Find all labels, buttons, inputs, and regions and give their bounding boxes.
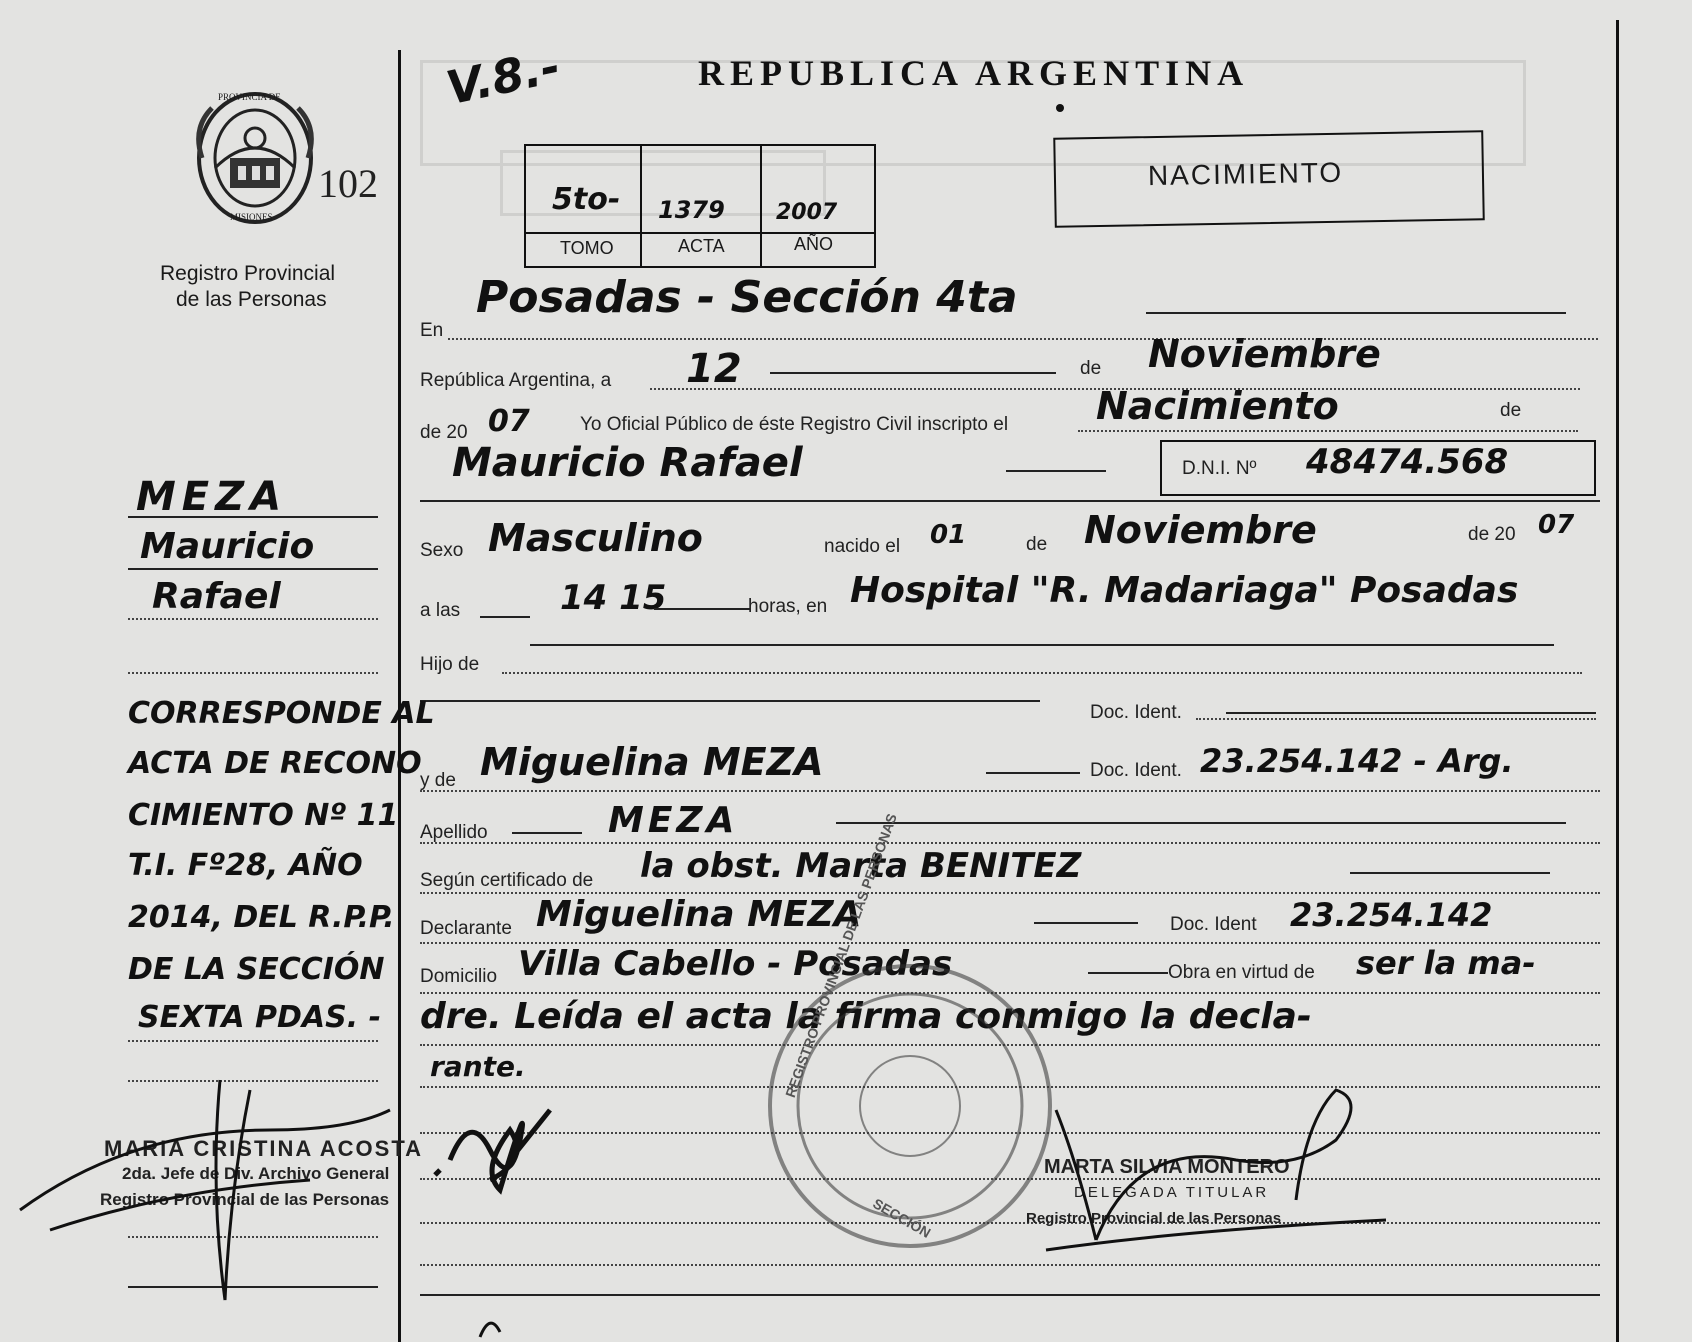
margin-given-1: Mauricio <box>140 526 315 567</box>
seal-top-text: PROVINCIA DE <box>218 92 281 102</box>
sexo-label: Sexo <box>420 540 464 561</box>
inscripto-value: Nacimiento <box>1096 384 1339 428</box>
horas-label: horas, en <box>748 596 828 617</box>
anio-value: 2007 <box>776 200 838 225</box>
birth-year-prefix-label: de 20 <box>1468 524 1516 545</box>
left-signature <box>10 1070 430 1310</box>
record-type: NACIMIENTO <box>1147 156 1344 192</box>
doc-ident-label-3: Doc. Ident <box>1170 914 1257 935</box>
sexo-value: Masculino <box>488 516 703 560</box>
de-label-1: de <box>1080 358 1102 379</box>
margin-note-line-7: SEXTA PDAS. - <box>138 1000 382 1035</box>
dni-value: 48474.568 <box>1306 442 1509 482</box>
round-seal <box>760 956 1060 1256</box>
mother-value: Miguelina MEZA <box>480 740 824 784</box>
day-value: 12 <box>686 346 742 392</box>
y-de-label: y de <box>420 770 456 791</box>
en-label: En <box>420 320 444 341</box>
margin-note-line-3: CIMIENTO Nº 11 <box>128 798 399 833</box>
republica-label: República Argentina, a <box>420 370 612 391</box>
left-stamp-role: 2da. Jefe de Div. Archivo General <box>122 1164 390 1183</box>
domicilio-value: Villa Cabello - Posadas <box>518 944 953 984</box>
margin-given-2: Rafael <box>152 576 281 617</box>
round-seal-inner: SECCIÓN <box>870 1195 934 1241</box>
margin-surname: MEZA <box>136 474 288 520</box>
title-dot <box>1056 104 1064 112</box>
birth-year-suffix-value: 07 <box>1538 510 1575 540</box>
corner-mark: V.8.- <box>441 38 565 116</box>
record-type-box <box>1053 130 1485 227</box>
registry-line-2: de las Personas <box>176 288 327 311</box>
domicilio-label: Domicilio <box>420 966 498 987</box>
mother-doc-value: 23.254.142 - Arg. <box>1200 742 1514 780</box>
name-value: Mauricio Rafael <box>452 440 803 486</box>
continuation-line-1: dre. Leída el acta la firma conmigo la decla- <box>420 996 1312 1037</box>
year-suffix-value: 07 <box>488 404 530 439</box>
doc-ident-label-2: Doc. Ident. <box>1090 760 1182 781</box>
oficial-label: Yo Oficial Público de éste Registro Civil inscripto el <box>580 414 1009 435</box>
folio-number: 102 <box>318 161 378 206</box>
margin-note-line-5: 2014, DEL R.P.P. <box>128 900 395 935</box>
birth-day-value: 01 <box>930 520 967 550</box>
de-label-3: de <box>1026 534 1048 555</box>
declarante-doc-value: 23.254.142 <box>1290 896 1493 934</box>
obra-value: ser la ma- <box>1356 944 1536 982</box>
tomo-value: 5to- <box>552 182 621 217</box>
margin-note-line-2: ACTA DE RECONO <box>128 746 422 781</box>
declarant-signature <box>430 1100 570 1210</box>
right-stamp-role: DELEGADA TITULAR <box>1074 1184 1270 1201</box>
hour-value: 14 15 <box>560 578 667 618</box>
right-stamp-org: Registro Provincial de las Personas <box>1026 1210 1282 1227</box>
page-title: REPUBLICA ARGENTINA <box>698 53 1250 93</box>
coat-of-arms <box>192 88 318 228</box>
en-value: Posadas - Sección 4ta <box>476 272 1018 323</box>
obra-label: Obra en virtud de <box>1168 962 1315 983</box>
de-label-2: de <box>1500 400 1522 421</box>
month-value: Noviembre <box>1148 332 1381 376</box>
apellido-label: Apellido <box>420 822 488 843</box>
declarante-value: Miguelina MEZA <box>536 894 862 935</box>
apellido-value: MEZA <box>608 800 739 841</box>
round-seal-text: REGISTRO PROVINCIAL DE LAS PERSONAS <box>782 811 900 1100</box>
continuation-line-2: rante. <box>430 1050 526 1083</box>
registry-line-1: Registro Provincial <box>160 262 336 285</box>
acta-value: 1379 <box>658 196 725 224</box>
place-value: Hospital "R. Madariaga" Posadas <box>850 570 1519 611</box>
bottom-pen-mark <box>470 1312 510 1342</box>
certificado-label: Según certificado de <box>420 870 594 891</box>
right-signature <box>1036 1080 1396 1280</box>
hijo-label: Hijo de <box>420 654 480 675</box>
left-stamp-org: Registro Provincial de las Personas <box>100 1190 390 1209</box>
tomo-label: TOMO <box>560 238 614 258</box>
margin-note-line-6: DE LA SECCIÓN <box>128 952 385 987</box>
doc-ident-label-1: Doc. Ident. <box>1090 702 1182 723</box>
page-right-edge <box>1616 20 1619 1342</box>
nacido-label: nacido el <box>824 536 901 557</box>
dni-label: D.N.I. Nº <box>1182 458 1257 479</box>
right-stamp-name: MARTA SILVIA MONTERO <box>1044 1156 1290 1178</box>
dni-box <box>1160 440 1596 496</box>
record-table <box>524 144 876 268</box>
anio-label: AÑO <box>794 234 834 254</box>
margin-note-line-4: T.I. Fº28, AÑO <box>128 848 363 883</box>
left-stamp-name: MARIA CRISTINA ACOSTA <box>104 1136 424 1161</box>
a-las-label: a las <box>420 600 461 621</box>
acta-label: ACTA <box>678 236 725 256</box>
margin-note-line-1: CORRESPONDE AL <box>128 696 435 731</box>
seal-bottom-text: MISIONES <box>230 212 273 222</box>
certificado-value: la obst. Marta BENITEZ <box>640 846 1082 886</box>
birth-month-value: Noviembre <box>1084 508 1317 552</box>
year-prefix-label: de 20 <box>420 422 468 443</box>
declarante-label: Declarante <box>420 918 512 939</box>
